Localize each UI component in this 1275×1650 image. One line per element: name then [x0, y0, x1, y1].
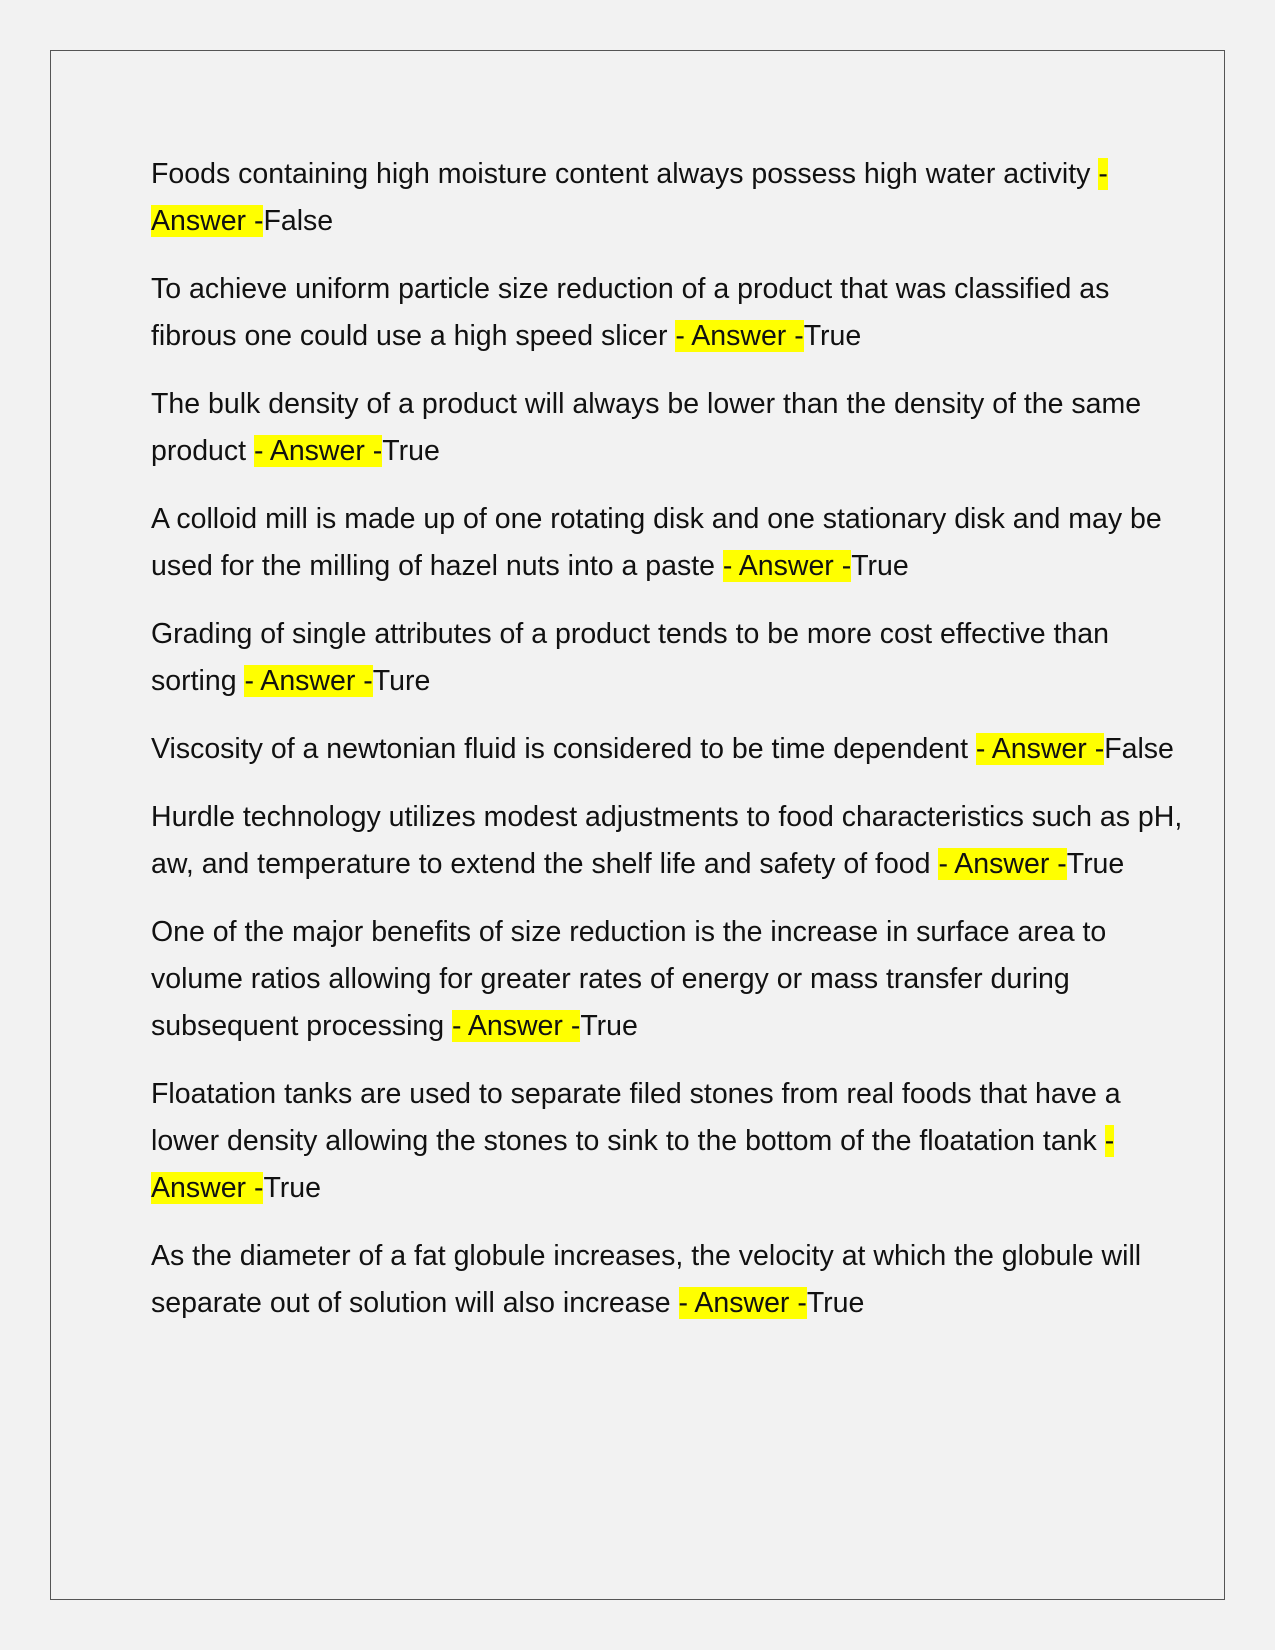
question-text: Grading of single attributes of a product tends to be more cost effective than sorting [151, 618, 1109, 697]
question-text: Floatation tanks are used to separate filed stones from real foods that have a lower density allowing the stones to sink to the bottom of the floatation tank [151, 1078, 1121, 1157]
question-text: One of the major benefits of size reduction is the increase in surface area to volume ratios allowing for greater rates of energy or mass transfer during subsequent processing [151, 916, 1107, 1042]
qa-item [151, 794, 1186, 888]
answer-text: False [1104, 733, 1174, 765]
question-text: As the diameter of a fat globule increases, the velocity at which the globule will separate out of solution will also increase [151, 1240, 1142, 1319]
document-page [50, 50, 1225, 1600]
question-text: Hurdle technology utilizes modest adjustments to food characteristics such as pH, aw, and temperature to extend the shelf life and safety of food [151, 801, 1183, 880]
answer-text: True [1066, 848, 1125, 880]
question-text: Foods containing high moisture content always possess high water activity [151, 158, 1099, 190]
qa-item [151, 909, 1186, 1050]
answer-text: True [803, 320, 862, 352]
qa-item [151, 1071, 1186, 1212]
answer-text: True [580, 1010, 638, 1042]
answer-text: True [382, 435, 440, 467]
qa-item [151, 726, 1186, 773]
answer-marker: - Answer - [678, 1287, 807, 1319]
answer-marker: - Answer - [975, 733, 1105, 765]
answer-marker: - Answer - [452, 1010, 581, 1042]
question-text: A colloid mill is made up of one rotating disk and one stationary disk and may be used for the milling of hazel nuts into a paste [151, 503, 1162, 582]
qa-item [151, 496, 1186, 590]
qa-list [151, 151, 1186, 1348]
qa-item [151, 151, 1186, 245]
answer-text: True [806, 1287, 865, 1319]
answer-marker: - Answer - [938, 848, 1067, 880]
answer-text: False [263, 205, 334, 237]
answer-marker: - Answer - [244, 665, 373, 697]
answer-marker: - Answer - [151, 158, 1108, 237]
qa-item [151, 266, 1186, 360]
question-text: The bulk density of a product will always be lower than the density of the same product [151, 388, 1142, 467]
answer-marker: - Answer - [722, 550, 852, 582]
qa-item [151, 611, 1186, 705]
answer-marker: - Answer - [675, 320, 804, 352]
answer-text: Ture [372, 665, 431, 697]
answer-text: True [851, 550, 909, 582]
answer-text: True [263, 1172, 321, 1204]
answer-marker: - Answer - [151, 1125, 1115, 1204]
question-text: Viscosity of a newtonian fluid is considered to be time dependent [151, 733, 976, 765]
question-text: To achieve uniform particle size reduction of a product that was classified as fibrous one could use a high speed slicer [151, 273, 1110, 352]
answer-marker: - Answer - [253, 435, 383, 467]
qa-item [151, 381, 1186, 475]
qa-item [151, 1233, 1186, 1327]
